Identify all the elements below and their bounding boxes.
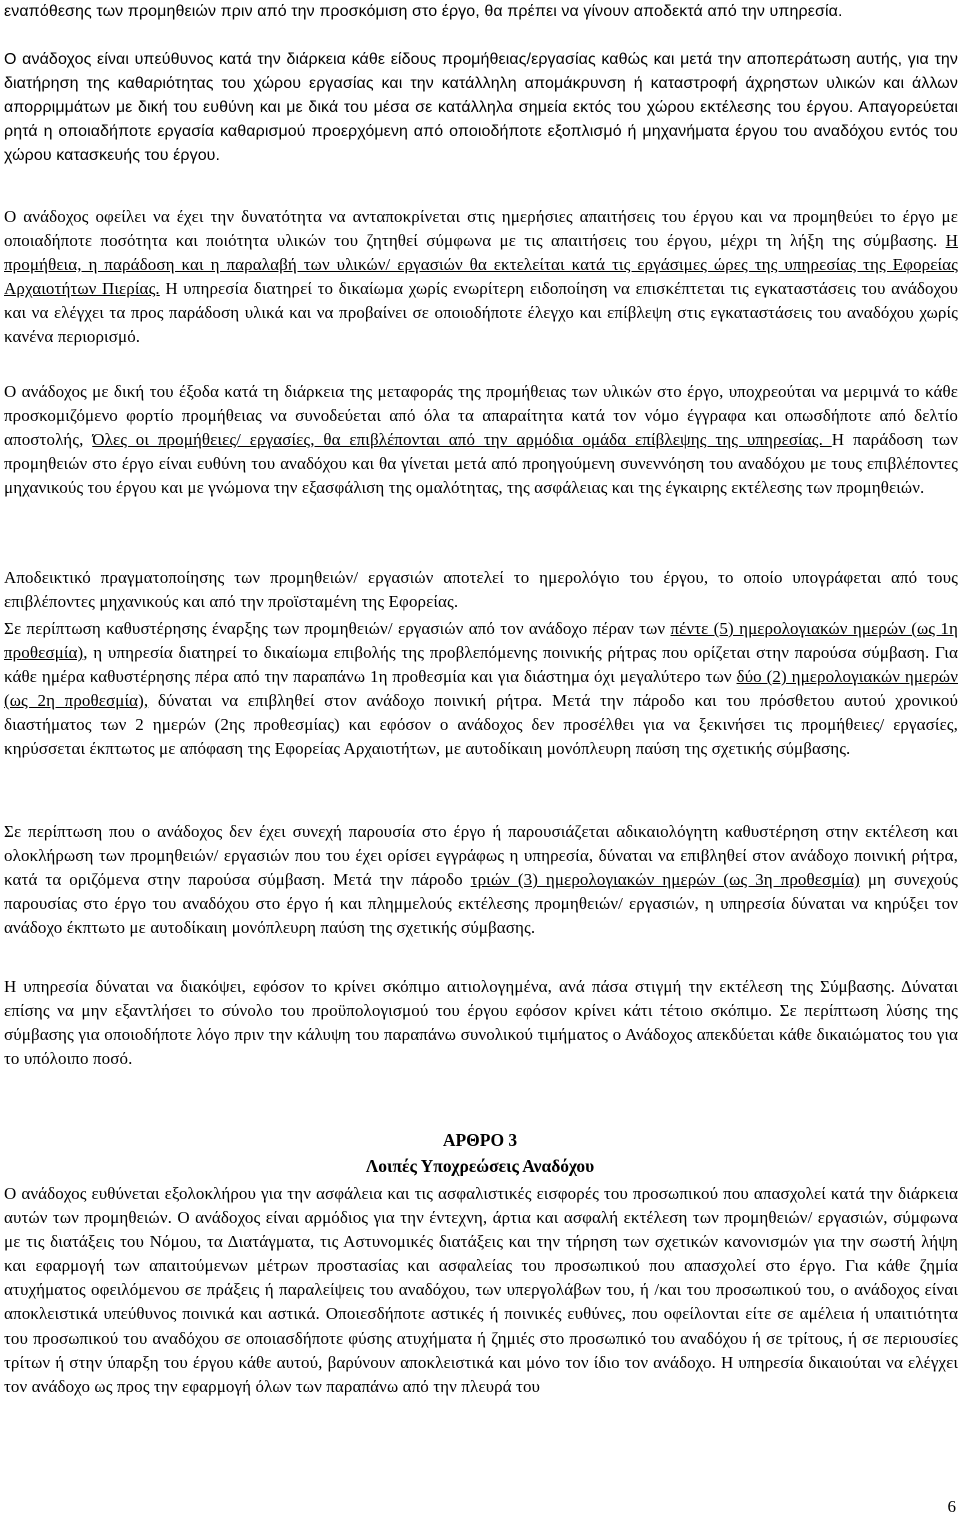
paragraph-safety-obligations xyxy=(4,1182,958,1478)
paragraph-transport xyxy=(4,380,958,500)
paragraph-text: Σε περίπτωση που ο ανάδοχος δεν έχει συνεχή παρουσία στο έργο ή παρουσιάζεται αδικαιολόγητη καθυστέρηση στην εκτέλεση και ολοκλήρωση των προμηθειών/ εργασιών που του έχει ορίσει εγγράφως η υπηρεσία, δύναται να επιβληθεί στον ανάδοχο ποινική ρήτρα, κατά τα οριζόμενα στην παρούσα σύμβαση. Μετά την πάροδο xyxy=(4,822,958,890)
paragraph-text: Ο ανάδοχος με δική του έξοδα κατά τη διάρκεια της μεταφοράς της προμήθειας των υλικών στο έργο, υποχρεούται να μεριμνά το κάθε προσκομιζόμενο φορτίο προμήθειας να συνοδεύεται από όλα τα απαραίτητα κατά τον νόμο έγγραφα και οπωσδήποτε από δελτίο αποστολής, xyxy=(4,382,958,450)
paragraph-text: δύναται να επιβληθεί στον ανάδοχο ποινική ρήτρα. Μετά την πάροδο και του πρόσθετου αυτού χρονικού διαστήματος των 2 ημερών (2ης προθεσμίας) και εφόσον ο ανάδοχος δεν προσέλθει για να ξεκινήσει τις προμήθειες/ εργασίες, κηρύσσεται έκπτωτος με απόφαση της Εφορείας Αρχαιοτήτων, με αυτοδίκαιη μονόπλευρη παύση της σχετικής σύμβασης. xyxy=(4,691,958,759)
paragraph-text: Αποδεικτικό πραγματοποίησης των προμηθειών/ εργασιών αποτελεί το ημερολόγιο του έργου, το οποίο υπογράφεται από τους επιβλέποντες μηχανικούς και από την προϊσταμένη της Εφορείας. xyxy=(4,568,958,612)
underlined-first-deadline: πέντε (5) ημερολογιακών ημερών (ως 1η προθεσμία) xyxy=(4,619,959,663)
paragraph-text: Σε περίπτωση καθυστέρησης έναρξης των προμηθειών/ εργασιών από τον ανάδοχο πέραν των xyxy=(4,619,671,638)
paragraph-text: εναπόθεσης των προμηθειών πριν από την προσκόμιση στο έργο, θα πρέπει να γίνουν αποδεκτά από την υπηρεσία. xyxy=(4,3,843,20)
underlined-delivery-hours: Η προμήθεια, η παράδοση και η παραλαβή των υλικών/ εργασιών θα εκτελείται κατά τις εργάσιμες ώρες της υπηρεσίας της Εφορείας Αρχαιοτήτων Πιερίας. xyxy=(4,231,958,299)
paragraph-cleanliness xyxy=(4,48,958,168)
paragraph-text: Η υπηρεσία δύναται να διακόψει, εφόσον το κρίνει σκόπιμο αιτιολογημένα, ανά πάσα στιγμή την εκτέλεση της Σύμβασης. Δύναται επίσης να μην εξαντλήσει το σύνολο του προϋπολογισμού του έργου εφόσον κρίνει κάτι τέτοιο σκόπιμο. Σε περίπτωση λύσης της σύμβασης για οποιοδήποτε λόγο πριν την κάλυψη του παραπάνω συνολικού τιμήματος ο Ανάδοχος απεκδύεται κάθε δικαιώματος του για το υπόλοιπο ποσό. xyxy=(4,977,958,1069)
underlined-third-deadline: τριών (3) ημερολογιακών ημερών (ως 3η προθεσμία) xyxy=(470,870,860,890)
paragraph-deposit-approval xyxy=(4,0,958,24)
paragraph-start-delay xyxy=(4,617,958,762)
paragraph-text: Ο ανάδοχος οφείλει να έχει την δυνατότητα να ανταποκρίνεται στις ημερήσιες απαιτήσεις του έργου και να προμηθεύει το έργο με οποιαδήποτε ποσότητα και ποιότητα υλικών του ζητηθεί σύμφωνα με τις απαιτήσεις του έργου, μέχρι τη λήξη της σύμβασης. xyxy=(4,207,958,251)
paragraph-text: Η υπηρεσία διατηρεί το δικαίωμα χωρίς ενωρίτερη ειδοποίηση να επισκέπτεται τις εγκαταστάσεις του ανάδοχου και να ελέγχει τα προς παράδοση υλικά και να προβαίνει σε οποιοδήποτε έλεγχο και επίβλεψη στις εγκαταστάσεις του αναδόχου χωρίς κανένα περιορισμό. xyxy=(4,279,958,347)
paragraph-presence xyxy=(4,820,958,940)
paragraph-daily-requirements xyxy=(4,205,958,350)
article-title: Λοιπές Υποχρεώσεις Αναδόχου xyxy=(365,1156,595,1176)
paragraph-text: Η παράδοση των προμηθειών στο έργο είναι ευθύνη του αναδόχου και θα γίνεται μετά από προηγούμενη συνεννόηση του αναδόχου με τους επιβλέποντες μηχανικούς του έργου και με γνώμονα την εξασφάλιση της ομαλότητας, της ασφάλειας και της έγκαιρης εκτέλεσης των προμηθειών. xyxy=(4,430,958,498)
page-number: 6 xyxy=(947,1497,956,1516)
article-number: ΑΡΘΡΟ 3 xyxy=(442,1130,518,1150)
paragraph-termination xyxy=(4,975,958,1071)
paragraph-text: μη συνεχούς παρουσίας στο έργο του αναδόχου στο έργο ή και πλημμελούς εκτέλεσης προμηθειών/ εργασιών, η υπηρεσία δύναται να κηρύξει τον ανάδοχο έκπτωτο με αυτοδίκαιη μονόπλευρη παύση της σχετικής σύμβασης. xyxy=(4,870,958,938)
underlined-second-deadline: δύο (2) ημερολογιακών ημερών (ως 2η προθεσμία), xyxy=(4,667,958,711)
underlined-supervision: Όλες οι προμήθειες/ εργασίες, θα επιβλέπονται από την αρμόδια ομάδα επίβλεψης της υπηρεσίας. xyxy=(92,430,832,450)
paragraph-text: Ο ανάδοχος είναι υπεύθυνος κατά την διάρκεια κάθε είδους προμήθειας/εργασίας καθώς και μετά την αποπεράτωση αυτής, για την διατήρηση της καθαριότητας του χώρου εργασίας και την κατάλληλη απομάκρυνση ή καταστροφή άχρηστων υλικών και άλλων απορριμμάτων με δική του ευθύνη και με δικά του μέσα σε κατάλληλα σημεία εκτός του χώρου εκτέλεσης του έργου. Απαγορεύεται ρητά η οποιαδήποτε εργασία καθαρισμού προερχόμενη από οποιοδήποτε εξοπλισμό ή μηχανήματα έργου του αναδόχου εντός του χώρου κατασκευής του έργου. xyxy=(4,51,958,165)
paragraph-text: Ο ανάδοχος ευθύνεται εξολοκλήρου για την ασφάλεια και τις ασφαλιστικές εισφορές του προσωπικού που απασχολεί κατά την διάρκεια αυτών των προμηθειών. Ο ανάδοχος είναι αρμόδιος για την έντεχνη, άρτια και ασφαλή εκτέλεση των προμηθειών/ εργασιών, σύμφωνα με τις διατάξεις του Νόμου, τα Διατάγματα, τις Αστυνομικές διατάξεις και την τήρηση των σχετικών κανονισμών για την σωστή λήψη και εφαρμογή των απαιτούμενων μέτρων προστασίας και ασφαλείας του προσωπικού που απασχολεί στο έργο. Για κάθε ζημία ατυχήματος οφειλόμενου σε πράξεις ή παραλείψεις του αναδόχου, των υπεργολάβων του, ή /και του προσωπικού του, ο ανάδοχος είναι αποκλειστικά υπεύθυνος ποινικά και αστικά. Οποιεσδήποτε αστικές ή ποινικές ευθύνες, που οφείλονται είτε σε αμέλεια ή υπαιτιότητα του προσωπικού του αναδόχου σε οποιασδήποτε φύσης ατυχήματα ή ζημιές στο προσωπικό του αναδόχου ή σε τρίτους, ή σε περιουσίες τρίτων ή στην ύπαρξη του έργου κάθε αυτού, βαρύνουν αποκλειστικά και μόνο τον ίδιο τον ανάδοχο. Η υπηρεσία δικαιούται να ελέγχει τον ανάδοχο ως προς την εφαρμογή όλων των παραπάνω από την πλευρά του xyxy=(4,1184,958,1396)
paragraph-proof-of-execution xyxy=(4,566,958,614)
paragraph-text: , η υπηρεσία διατηρεί το δικαίωμα επιβολής της προβλεπόμενης ποινικής ρήτρας που ορίζεται στην παρούσα σύμβαση. Για κάθε ημέρα καθυστέρησης πέρα από την παραπάνω 1η προθεσμία και για διάστημα όχι μεγαλύτερο των xyxy=(4,643,958,687)
